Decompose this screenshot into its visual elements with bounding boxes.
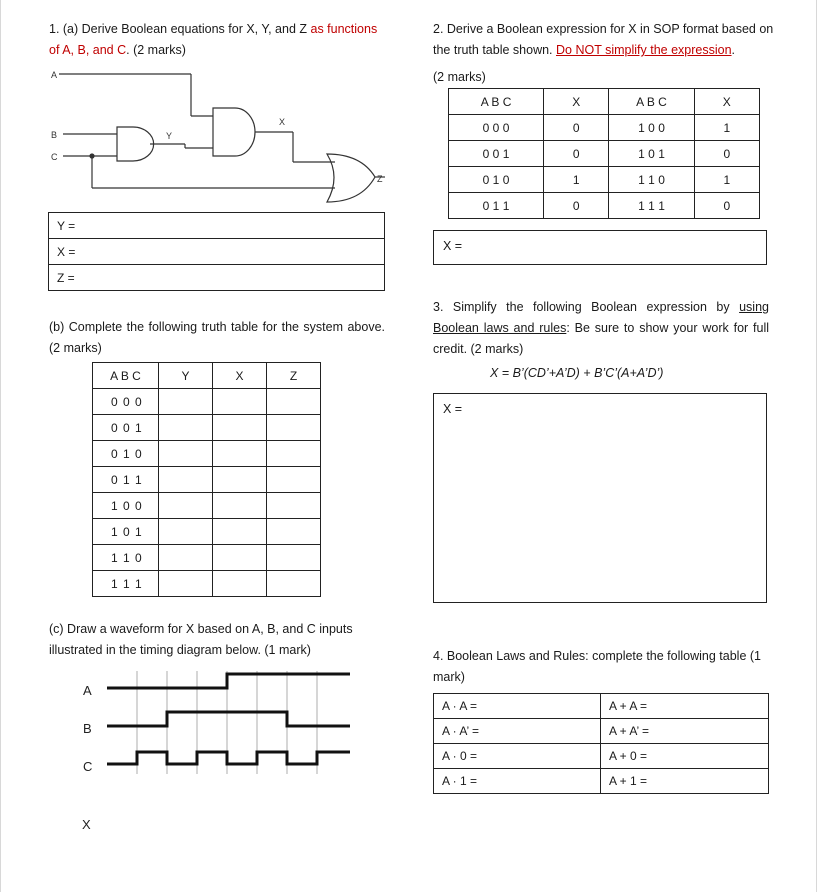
- table-row: 1 0 1: [93, 519, 321, 545]
- wave-label-x: X: [82, 817, 91, 832]
- table-row: 0 1 1 0 1 1 1 0: [449, 193, 760, 219]
- label-a: A: [51, 70, 58, 80]
- or-gate: [327, 154, 375, 202]
- q3-underlined-text: using Boolean laws and rules: [433, 300, 769, 335]
- q2-truth-table: [448, 88, 760, 219]
- q2-answer-box[interactable]: [433, 230, 767, 265]
- label-z: Z: [377, 174, 383, 184]
- col-header-y: Y: [159, 363, 213, 389]
- logic-circuit-diagram: [45, 64, 395, 206]
- q3-prompt: 3. Simplify the following Boolean expression by using Boolean laws and rules: Be sure to show your work for full credit. (2 marks): [433, 300, 769, 356]
- and-gate-2: [213, 108, 255, 156]
- q2-answer-label: X =: [443, 239, 463, 253]
- q2-red-text: Do NOT simplify the expression: [556, 43, 732, 57]
- wave-label-c: C: [83, 759, 93, 774]
- q2-marks: (2 marks): [433, 70, 486, 84]
- q1a-prompt: [49, 19, 389, 61]
- eq-row-y[interactable]: Y =: [49, 213, 385, 239]
- q1c-prompt: (c) Draw a waveform for X based on A, B, and C inputs illustrated in the timing diagram below. (1 mark): [49, 622, 353, 657]
- col-header-z: Z: [267, 363, 321, 389]
- table-row: 1 1 1: [93, 571, 321, 597]
- q4-laws-table: [433, 693, 769, 794]
- eq-row-x[interactable]: X =: [49, 239, 385, 265]
- q3-expression: X = B’(CD’+A’D) + B’C’(A+A’D’): [490, 366, 664, 380]
- label-b: B: [51, 130, 58, 140]
- and-gate-1: [117, 127, 154, 161]
- table-row: 0 1 1: [93, 467, 321, 493]
- table-row: 0 1 0 1 1 1 0 1: [449, 167, 760, 193]
- q1a-equation-table: [48, 212, 385, 291]
- col-header-x: X: [544, 89, 609, 115]
- col-header-x: X: [213, 363, 267, 389]
- table-row: 1 1 0: [93, 545, 321, 571]
- wave-label-b: B: [83, 721, 92, 736]
- col-header-abc-2: A B C: [609, 89, 694, 115]
- timing-diagram: [75, 668, 360, 843]
- table-row: 0 1 0: [93, 441, 321, 467]
- label-x: X: [279, 117, 286, 127]
- junction-dot: [89, 153, 94, 158]
- table-row: A · A = A + A =: [434, 694, 769, 719]
- table-row: 0 0 1 0 1 0 1 0: [449, 141, 760, 167]
- q1b-truth-table: [92, 362, 321, 597]
- col-header-abc: A B C: [93, 363, 159, 389]
- table-row: A · 1 = A + 1 =: [434, 769, 769, 794]
- wave-label-a: A: [83, 683, 92, 698]
- table-row: 0 0 0 0 1 0 0 1: [449, 115, 760, 141]
- col-header-abc: A B C: [449, 89, 544, 115]
- waveform-a: [107, 674, 350, 688]
- label-c: C: [51, 152, 58, 162]
- table-row: A · 0 = A + 0 =: [434, 744, 769, 769]
- page-edge-left: [0, 0, 1, 892]
- q2-prompt: 2. Derive a Boolean expression for X in SOP format based on the truth table shown. Do NOT simplify the expression. (2 marks): [433, 19, 778, 88]
- table-row: A · A’ = A + A’ =: [434, 719, 769, 744]
- label-y: Y: [166, 131, 173, 141]
- q1a-text: 1. (a) Derive Boolean equations for X, Y, and Z: [49, 22, 311, 36]
- q3-answer-label: X =: [443, 402, 463, 416]
- waveform-b: [107, 712, 350, 726]
- q1b-prompt: (b) Complete the following truth table for the system above. (2 marks): [49, 320, 385, 355]
- table-row: 0 0 1: [93, 415, 321, 441]
- waveform-c: [107, 752, 350, 764]
- q4-prompt: 4. Boolean Laws and Rules: complete the following table (1 mark): [433, 649, 761, 684]
- q1a-tail: . (2 marks): [126, 43, 186, 57]
- col-header-x-2: X: [694, 89, 759, 115]
- q3-answer-box[interactable]: [433, 393, 767, 603]
- table-row: 1 0 0: [93, 493, 321, 519]
- q1a-red-text: as functions of A, B, and C: [49, 22, 378, 57]
- eq-row-z[interactable]: Z =: [49, 265, 385, 291]
- table-row: 0 0 0: [93, 389, 321, 415]
